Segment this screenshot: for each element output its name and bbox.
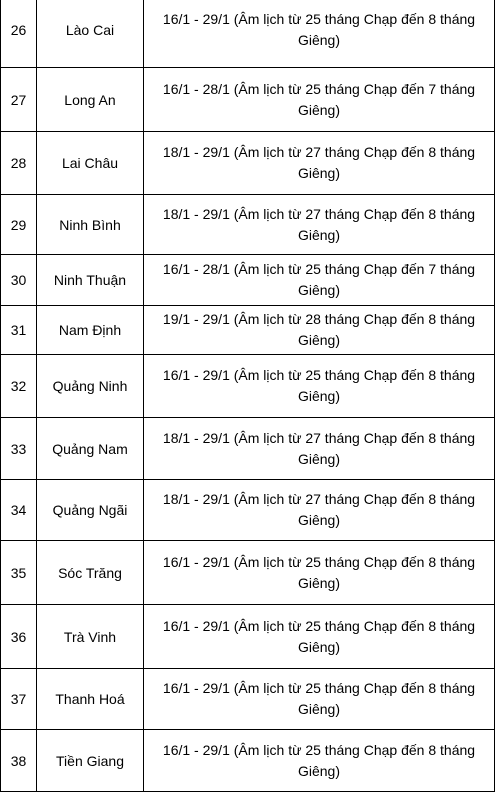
province-name: Quảng Nam <box>37 418 144 480</box>
holiday-dates: 16/1 - 29/1 (Âm lịch từ 25 tháng Chạp đến 8 tháng Giêng) <box>144 669 495 730</box>
province-name: Sóc Trăng <box>37 541 144 605</box>
holiday-dates: 19/1 - 29/1 (Âm lịch từ 28 tháng Chạp đến 8 tháng Giêng) <box>144 306 495 355</box>
province-name: Long An <box>37 68 144 132</box>
holiday-dates: 16/1 - 29/1 (Âm lịch từ 25 tháng Chạp đến 8 tháng Giêng) <box>144 605 495 669</box>
holiday-dates: 16/1 - 29/1 (Âm lịch từ 25 tháng Chạp đến 8 tháng Giêng) <box>144 730 495 792</box>
province-name: Quảng Ninh <box>37 355 144 418</box>
table-row <box>1 0 495 68</box>
province-name: Ninh Bình <box>37 195 144 255</box>
table-row <box>1 605 495 669</box>
holiday-dates: 18/1 - 29/1 (Âm lịch từ 27 tháng Chạp đến 8 tháng Giêng) <box>144 418 495 480</box>
province-name: Lai Châu <box>37 132 144 195</box>
row-number: 34 <box>1 480 37 541</box>
row-number: 33 <box>1 418 37 480</box>
table-row <box>1 195 495 255</box>
row-number: 32 <box>1 355 37 418</box>
province-name: Lào Cai <box>37 0 144 68</box>
table-row <box>1 480 495 541</box>
province-name: Quảng Ngãi <box>37 480 144 541</box>
row-number: 37 <box>1 669 37 730</box>
row-number: 29 <box>1 195 37 255</box>
province-name: Tiền Giang <box>37 730 144 792</box>
row-number: 26 <box>1 0 37 68</box>
holiday-dates: 16/1 - 29/1 (Âm lịch từ 25 tháng Chạp đến 8 tháng Giêng) <box>144 355 495 418</box>
row-number: 38 <box>1 730 37 792</box>
row-number: 36 <box>1 605 37 669</box>
holiday-dates: 18/1 - 29/1 (Âm lịch từ 27 tháng Chạp đến 8 tháng Giêng) <box>144 480 495 541</box>
holiday-dates: 16/1 - 28/1 (Âm lịch từ 25 tháng Chạp đến 7 tháng Giêng) <box>144 68 495 132</box>
holiday-dates: 16/1 - 29/1 (Âm lịch từ 25 tháng Chạp đến 8 tháng Giêng) <box>144 541 495 605</box>
holiday-dates: 18/1 - 29/1 (Âm lịch từ 27 tháng Chạp đến 8 tháng Giêng) <box>144 132 495 195</box>
table-row <box>1 355 495 418</box>
holiday-dates: 16/1 - 28/1 (Âm lịch từ 25 tháng Chạp đến 7 tháng Giêng) <box>144 255 495 306</box>
province-name: Thanh Hoá <box>37 669 144 730</box>
table-row <box>1 306 495 355</box>
row-number: 28 <box>1 132 37 195</box>
table-row <box>1 418 495 480</box>
table-row <box>1 255 495 306</box>
row-number: 31 <box>1 306 37 355</box>
table-row <box>1 669 495 730</box>
row-number: 35 <box>1 541 37 605</box>
holiday-dates: 16/1 - 29/1 (Âm lịch từ 25 tháng Chạp đến 8 tháng Giêng) <box>144 0 495 68</box>
province-name: Nam Định <box>37 306 144 355</box>
holiday-dates: 18/1 - 29/1 (Âm lịch từ 27 tháng Chạp đến 8 tháng Giêng) <box>144 195 495 255</box>
province-name: Ninh Thuận <box>37 255 144 306</box>
table-row <box>1 730 495 792</box>
row-number: 30 <box>1 255 37 306</box>
province-name: Trà Vinh <box>37 605 144 669</box>
row-number: 27 <box>1 68 37 132</box>
table-row <box>1 541 495 605</box>
table-row <box>1 132 495 195</box>
table-row <box>1 68 495 132</box>
